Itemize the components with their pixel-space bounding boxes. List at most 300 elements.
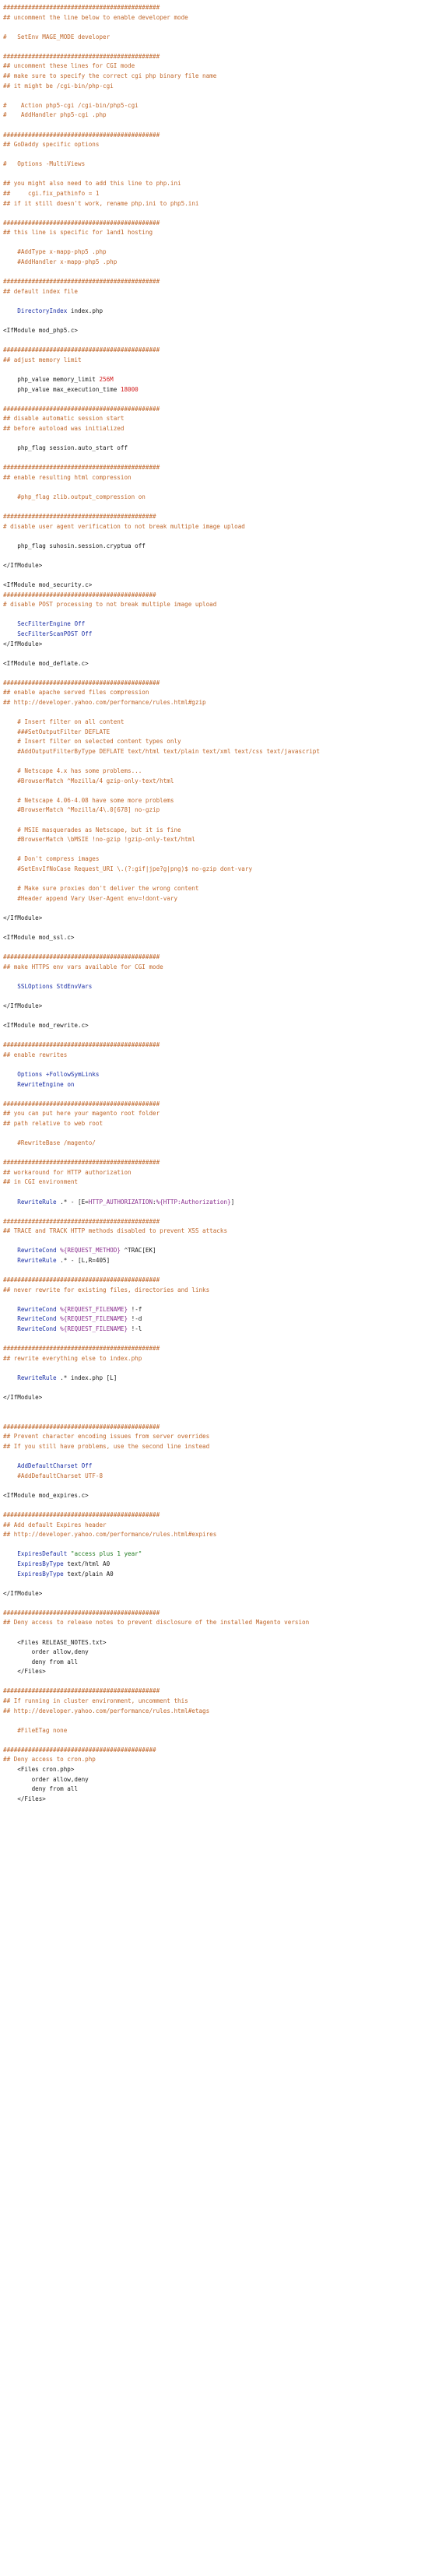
code-line — [3, 170, 320, 180]
code-line — [3, 1325, 320, 1335]
code-line — [3, 1500, 320, 1511]
code-line — [3, 679, 320, 689]
code-line — [3, 1237, 320, 1247]
code-line — [3, 972, 320, 982]
code-token — [3, 620, 17, 627]
code-token: Options — [17, 1071, 43, 1079]
code-token: ## path relative to web root — [3, 1119, 103, 1127]
code-token: # Options -MultiViews — [3, 160, 86, 168]
code-token — [3, 1325, 17, 1332]
code-token: !-f — [128, 1305, 142, 1313]
code-line — [3, 160, 320, 170]
code-token: # Don't compress images — [3, 855, 100, 863]
code-line — [3, 1716, 320, 1726]
code-line — [3, 1295, 320, 1305]
code-token: ############################################ — [3, 1687, 160, 1695]
code-token: #RewriteBase /magento/ — [3, 1139, 96, 1147]
code-token: order allow,deny — [3, 1648, 89, 1656]
code-token: ############################################ — [3, 1041, 160, 1049]
code-line — [3, 561, 320, 571]
htaccess-code — [3, 3, 320, 1804]
code-line — [3, 1070, 320, 1080]
code-token: .* - [E= — [56, 1198, 89, 1206]
code-token: ## this line is specific for 1and1 hosting — [3, 229, 153, 237]
code-line — [3, 1002, 320, 1012]
code-token — [3, 630, 17, 637]
code-token — [3, 1071, 17, 1078]
code-line — [3, 1041, 320, 1051]
code-line — [3, 405, 320, 415]
code-line — [3, 1384, 320, 1394]
code-line — [3, 826, 320, 836]
code-line — [3, 1795, 320, 1805]
code-token: ## Add default Expires header — [3, 1521, 107, 1528]
code-line — [3, 189, 320, 199]
code-token: ## default index file — [3, 287, 79, 295]
code-token: 18000 — [120, 385, 139, 393]
code-token: %{HTTP:Authorization} — [156, 1198, 231, 1206]
code-token: : — [153, 1198, 156, 1206]
code-token: ## If running in cluster environment, uncomment this — [3, 1697, 188, 1705]
code-line — [3, 1658, 320, 1668]
code-token: </IfModule> — [3, 1002, 43, 1009]
code-line — [3, 1746, 320, 1756]
code-line — [3, 551, 320, 561]
code-token: #php_flag zlib.output_compression on — [3, 493, 146, 500]
code-line — [3, 874, 320, 884]
code-line — [3, 1579, 320, 1589]
code-line — [3, 1648, 320, 1658]
code-line — [3, 247, 320, 258]
code-line — [3, 1667, 320, 1677]
code-token: ## http://developer.yahoo.com/performance/rules.html#expires — [3, 1531, 217, 1539]
code-token: # Netscape 4.06-4.08 have some more problems — [3, 796, 174, 804]
code-line — [3, 1198, 320, 1208]
code-line — [3, 473, 320, 483]
code-token: <IfModule mod_rewrite.c> — [3, 1022, 89, 1030]
code-line — [3, 444, 320, 454]
code-line — [3, 1403, 320, 1413]
code-line — [3, 933, 320, 943]
code-token: ## Deny access to release notes to prevent disclosure of the installed Magento version — [3, 1619, 310, 1627]
code-token: </Files> — [3, 1668, 46, 1676]
code-token: ## enable rewrites — [3, 1051, 68, 1058]
code-line — [3, 1188, 320, 1198]
code-line — [3, 923, 320, 933]
code-line — [3, 884, 320, 894]
code-token: ############################################ — [3, 1100, 160, 1107]
code-line — [3, 33, 320, 43]
code-token: </IfModule> — [3, 1394, 43, 1402]
code-token: .* index.php [L] — [56, 1374, 118, 1381]
code-token: php_flag session.auto_start off — [3, 444, 128, 452]
code-line — [3, 610, 320, 620]
code-line — [3, 1266, 320, 1276]
code-line — [3, 140, 320, 150]
code-token: ## adjust memory limit — [3, 356, 82, 363]
code-token — [3, 1374, 17, 1381]
code-token: #BrowserMatch ^Mozilla/4 gzip-only-text/html — [3, 777, 174, 784]
code-line — [3, 659, 320, 669]
code-token: %{REQUEST_FILENAME} — [60, 1325, 128, 1333]
code-line — [3, 1335, 320, 1345]
code-token — [3, 1560, 17, 1567]
code-token: ## cgi.fix_pathinfo = 1 — [3, 189, 100, 197]
code-token: SSLOptions — [17, 982, 54, 990]
code-line — [3, 307, 320, 317]
code-line — [3, 1012, 320, 1022]
code-token: text/plain A0 — [63, 1570, 114, 1578]
code-line — [3, 1119, 320, 1129]
code-line — [3, 1549, 320, 1560]
code-line — [3, 835, 320, 845]
code-line — [3, 1158, 320, 1168]
code-token: ## make sure to specify the correct cgi php binary file name — [3, 72, 217, 80]
code-token — [3, 1571, 17, 1578]
code-token: ExpiresDefault — [17, 1550, 68, 1558]
code-token: php_value max_execution_time — [3, 385, 121, 393]
code-token: !-l — [128, 1325, 142, 1333]
code-line — [3, 1755, 320, 1765]
code-line — [3, 317, 320, 327]
code-line — [3, 1090, 320, 1100]
code-line — [3, 1423, 320, 1433]
code-line — [3, 1735, 320, 1746]
code-token: # Make sure proxies don't deliver the wrong content — [3, 885, 199, 893]
code-token: ## Deny access to cron.php — [3, 1756, 96, 1764]
code-line — [3, 1432, 320, 1442]
code-line — [3, 228, 320, 238]
code-token: deny from all — [3, 1658, 79, 1665]
code-line — [3, 816, 320, 826]
code-line — [3, 1697, 320, 1707]
code-line — [3, 737, 320, 747]
code-token: 256M — [99, 375, 114, 383]
code-line — [3, 532, 320, 542]
code-token: </IfModule> — [3, 1589, 43, 1597]
code-token — [3, 1247, 17, 1254]
code-token: ############################################ — [3, 278, 160, 286]
code-line — [3, 1775, 320, 1785]
code-token: "access plus 1 year" — [70, 1550, 142, 1558]
code-line — [3, 649, 320, 659]
code-token: ############################################ — [3, 679, 160, 686]
code-line — [3, 894, 320, 904]
code-line — [3, 101, 320, 111]
code-line — [3, 1207, 320, 1217]
code-token: ############################################ — [3, 52, 160, 60]
code-token: ## Prevent character encoding issues from server overrides — [3, 1433, 210, 1441]
code-token: <IfModule mod_ssl.c> — [3, 933, 75, 941]
code-line — [3, 72, 320, 82]
code-token: </IfModule> — [3, 561, 43, 569]
code-token: +FollowSymLinks — [45, 1071, 100, 1079]
code-line — [3, 23, 320, 33]
code-token: ############################################ — [3, 464, 160, 472]
code-token: <Files RELEASE_NOTES.txt> — [3, 1638, 107, 1646]
code-token: Off — [81, 630, 93, 637]
code-token: index.php — [67, 307, 103, 314]
code-token: # Insert filter on all content — [3, 718, 125, 726]
code-token: <IfModule mod_deflate.c> — [3, 659, 89, 667]
code-token: ## disable automatic session start — [3, 415, 125, 423]
code-line — [3, 1286, 320, 1296]
code-token: ############################################ — [3, 1276, 160, 1284]
code-line — [3, 953, 320, 963]
code-token — [3, 1081, 17, 1088]
code-line — [3, 1227, 320, 1237]
code-line — [3, 1686, 320, 1697]
code-line — [3, 1570, 320, 1580]
code-token: ############################################ — [3, 1609, 160, 1616]
code-line — [3, 1785, 320, 1795]
code-token: ############################################ — [3, 219, 160, 226]
code-line — [3, 914, 320, 924]
code-token: ## uncomment the line below to enable developer mode — [3, 13, 188, 21]
code-line — [3, 1168, 320, 1178]
code-token: ## in CGI environment — [3, 1178, 79, 1186]
code-line — [3, 131, 320, 141]
code-line — [3, 1618, 320, 1628]
code-line — [3, 669, 320, 679]
code-line — [3, 150, 320, 160]
code-line — [3, 991, 320, 1002]
code-token: ## it might be /cgi-bin/php-cgi — [3, 82, 114, 89]
code-token: #AddHandler x-mapp-php5 .php — [3, 258, 118, 266]
code-token: #FileETag none — [3, 1726, 68, 1734]
code-line — [3, 209, 320, 219]
code-token: RewriteCond — [17, 1325, 57, 1333]
code-token: # MSIE masquerades as Netscape, but it is fine — [3, 826, 181, 834]
code-token: </IfModule> — [3, 640, 43, 648]
code-token: ############################################ — [3, 1423, 160, 1430]
code-token: #AddType x-mapp-php5 .php — [3, 248, 107, 256]
code-token: ## http://developer.yahoo.com/performance/rules.html#gzip — [3, 699, 206, 707]
code-line — [3, 424, 320, 434]
code-token: ############################################ — [3, 1217, 160, 1225]
code-token: order allow,deny — [3, 1775, 89, 1783]
code-token: ## rewrite everything else to index.php — [3, 1354, 142, 1362]
code-token: <Files cron.php> — [3, 1766, 75, 1774]
code-token: #BrowserMatch ^Mozilla/4\.0[678] no-gzip — [3, 806, 160, 814]
code-token: ## If you still have problems, use the second line instead — [3, 1442, 210, 1450]
code-line — [3, 1344, 320, 1354]
code-token: AddDefaultCharset — [17, 1462, 79, 1470]
code-line — [3, 640, 320, 650]
code-token: RewriteCond — [17, 1305, 57, 1313]
code-line — [3, 943, 320, 953]
code-line — [3, 865, 320, 875]
code-line — [3, 1452, 320, 1462]
code-token: # disable POST processing to not break multiple image upload — [3, 601, 217, 609]
code-line — [3, 1128, 320, 1139]
code-token: <IfModule mod_expires.c> — [3, 1491, 89, 1499]
code-token — [3, 307, 17, 314]
code-line — [3, 1060, 320, 1070]
code-line — [3, 1305, 320, 1315]
code-token — [3, 1257, 17, 1264]
code-line — [3, 297, 320, 307]
code-line — [3, 3, 320, 13]
code-line — [3, 42, 320, 52]
code-line — [3, 1031, 320, 1041]
code-line — [3, 571, 320, 581]
code-line — [3, 385, 320, 395]
code-line — [3, 454, 320, 464]
code-token: %{REQUEST_FILENAME} — [60, 1315, 128, 1323]
code-token: ExpiresByType — [17, 1560, 64, 1567]
code-token: ###SetOutputFilter DEFLATE — [3, 728, 111, 735]
code-line — [3, 61, 320, 72]
code-line — [3, 1276, 320, 1286]
code-line — [3, 111, 320, 121]
code-token: ############################################ — [3, 953, 160, 961]
code-line — [3, 728, 320, 738]
code-line — [3, 1530, 320, 1540]
code-token: ############################################ — [3, 4, 160, 11]
code-line — [3, 414, 320, 424]
code-token: <IfModule mod_security.c> — [3, 581, 93, 589]
code-line — [3, 855, 320, 865]
code-token: RewriteEngine — [17, 1080, 64, 1088]
code-line — [3, 356, 320, 366]
code-token: #Header append Vary User-Agent env=!dont-vary — [3, 894, 178, 902]
code-token: ########################################### — [3, 1746, 156, 1753]
code-line — [3, 786, 320, 796]
code-line — [3, 1256, 320, 1266]
code-line — [3, 1354, 320, 1364]
code-line — [3, 963, 320, 973]
code-line — [3, 904, 320, 914]
code-line — [3, 326, 320, 336]
code-line — [3, 688, 320, 698]
code-token: deny from all — [3, 1785, 79, 1793]
code-line — [3, 982, 320, 992]
code-token: RewriteRule — [17, 1257, 57, 1264]
code-token: DirectoryIndex — [17, 307, 68, 314]
code-token: php_value memory_limit — [3, 375, 100, 383]
code-token — [3, 1199, 17, 1206]
code-line — [3, 1100, 320, 1110]
code-line — [3, 1314, 320, 1325]
code-line — [3, 1765, 320, 1775]
code-line — [3, 1707, 320, 1717]
code-line — [3, 82, 320, 92]
code-line — [3, 1051, 320, 1061]
code-line — [3, 1628, 320, 1638]
code-token: RewriteCond — [17, 1315, 57, 1323]
code-line — [3, 13, 320, 23]
code-token: RewriteCond — [17, 1247, 57, 1255]
code-token: ^TRAC[EK] — [120, 1247, 156, 1255]
code-line — [3, 1462, 320, 1472]
code-line — [3, 1521, 320, 1531]
code-line — [3, 591, 320, 601]
code-line — [3, 718, 320, 728]
code-token: #SetEnvIfNoCase Request_URI \.(?:gif|jpe?g|png)$ no-gzip dont-vary — [3, 865, 253, 872]
code-line — [3, 483, 320, 493]
code-token: SecFilterScanPOST — [17, 630, 79, 637]
code-token: !-d — [128, 1315, 142, 1323]
code-line — [3, 1246, 320, 1256]
code-line — [3, 91, 320, 101]
code-line — [3, 1177, 320, 1188]
code-line — [3, 522, 320, 532]
code-line — [3, 777, 320, 787]
code-line — [3, 346, 320, 356]
code-line — [3, 365, 320, 375]
code-line — [3, 1511, 320, 1521]
code-line — [3, 493, 320, 503]
code-token: <IfModule mod_php5.c> — [3, 327, 79, 335]
code-token: ExpiresByType — [17, 1570, 64, 1578]
code-token: ## enable resulting html compression — [3, 473, 132, 481]
code-token: ## http://developer.yahoo.com/performance/rules.html#etags — [3, 1707, 210, 1714]
code-line — [3, 542, 320, 552]
code-token — [3, 1315, 17, 1322]
code-token: ############################################ — [3, 131, 160, 139]
code-line — [3, 619, 320, 630]
code-token: ## you can put here your magento root folder — [3, 1110, 160, 1118]
code-token: .* - [L,R=405] — [56, 1257, 111, 1264]
code-token: </IfModule> — [3, 914, 43, 921]
code-token: # Netscape 4.x has some problems... — [3, 767, 142, 775]
code-token: #AddOutputFilterByType DEFLATE text/html text/plain text/xml text/css text/javascript — [3, 747, 320, 755]
code-token: ## before autoload was initialized — [3, 424, 125, 432]
code-line — [3, 512, 320, 522]
code-line — [3, 600, 320, 610]
code-token: ## you might also need to add this line to php.ini — [3, 180, 181, 188]
code-token: ## uncomment these lines for CGI mode — [3, 62, 135, 70]
code-line — [3, 1413, 320, 1423]
code-line — [3, 757, 320, 767]
code-line — [3, 1080, 320, 1090]
code-token: HTTP_AUTHORIZATION — [88, 1198, 153, 1206]
code-token: ## never rewrite for existing files, directories and links — [3, 1286, 210, 1293]
code-line — [3, 1599, 320, 1609]
code-line — [3, 845, 320, 855]
code-token: ## make HTTPS env vars available for CGI mode — [3, 963, 163, 970]
code-token: # disable user agent verification to not break multiple image upload — [3, 522, 245, 530]
code-token: # SetEnv MAGE_MODE developer — [3, 33, 111, 40]
code-line — [3, 1638, 320, 1648]
code-token: %{REQUEST_FILENAME} — [60, 1305, 128, 1313]
code-line — [3, 1481, 320, 1491]
code-token: on — [67, 1080, 75, 1088]
code-line — [3, 1491, 320, 1501]
code-line — [3, 433, 320, 444]
code-token: # Action php5-cgi /cgi-bin/php5-cgi — [3, 101, 139, 109]
code-token — [3, 1550, 17, 1557]
code-line — [3, 1472, 320, 1482]
code-token: ############################################ — [3, 1345, 160, 1353]
code-line — [3, 1363, 320, 1374]
code-line — [3, 395, 320, 405]
code-line — [3, 698, 320, 708]
code-line — [3, 277, 320, 287]
code-line — [3, 258, 320, 268]
code-line — [3, 1374, 320, 1384]
code-token: php_flag suhosin.session.cryptua off — [3, 542, 146, 549]
code-token: #AddDefaultCharset UTF-8 — [3, 1472, 103, 1479]
code-line — [3, 1217, 320, 1227]
code-line — [3, 1609, 320, 1619]
code-token: ] — [230, 1198, 235, 1206]
code-token: text/html A0 — [63, 1560, 111, 1567]
code-token: </Files> — [3, 1795, 46, 1802]
code-line — [3, 630, 320, 640]
code-token: ########################################### — [3, 513, 156, 521]
